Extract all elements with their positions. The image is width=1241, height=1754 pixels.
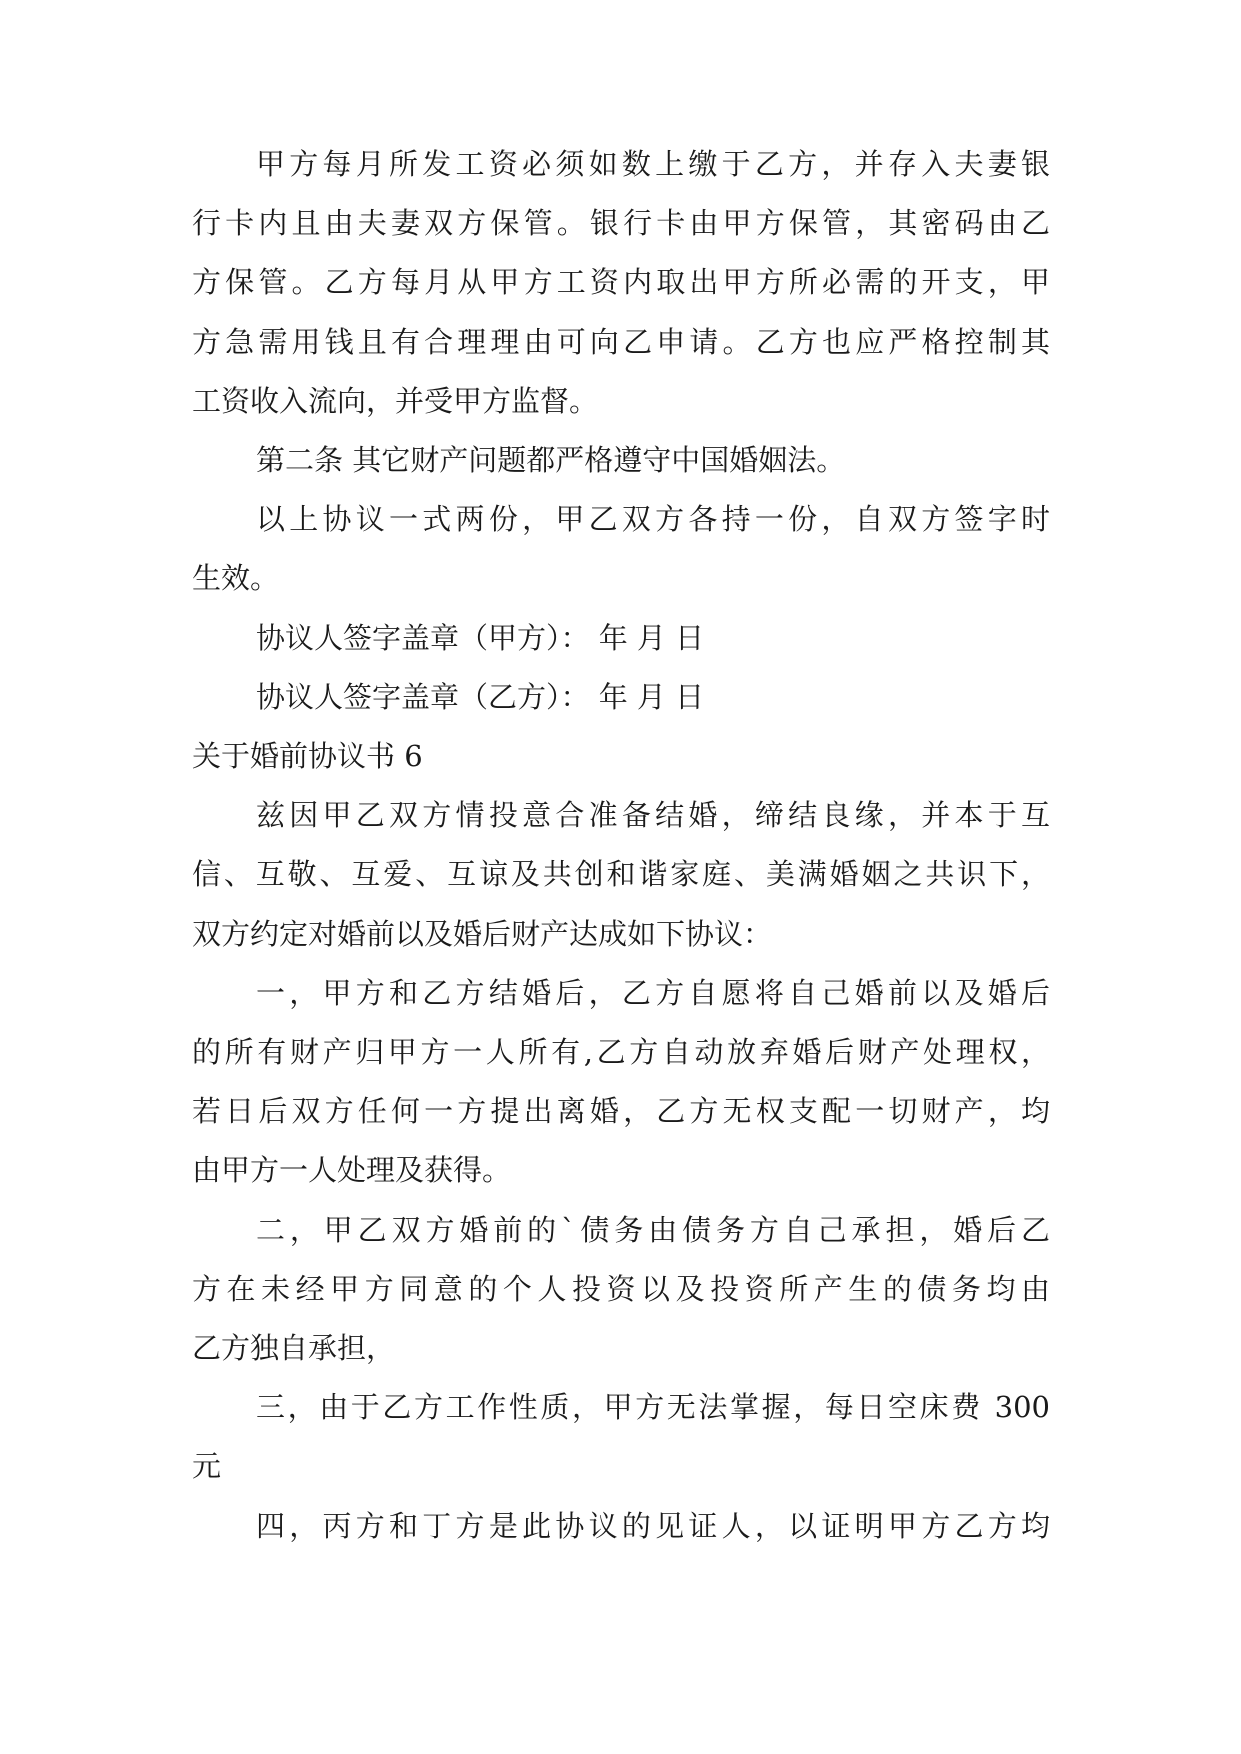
text-line: 工资收入流向，并受甲方监督。 <box>192 383 599 418</box>
text-line: 若日后双方任何一方提出离婚，乙方无权支配一切财产，均 <box>192 1094 1050 1129</box>
text-line: 第二条 其它财产问题都严格遵守中国婚姻法。 <box>256 443 846 477</box>
text-line: 方在未经甲方同意的个人投资以及投资所产生的债务均由 <box>192 1271 1050 1306</box>
text-line: 行卡内且由夫妻双方保管。银行卡由甲方保管，其密码由乙 <box>192 206 1050 241</box>
text-line: 二，甲乙双方婚前的`债务由债务方自己承担，婚后乙 <box>256 1212 1050 1247</box>
text-line: 兹因甲乙双方情投意合准备结婚，缔结良缘，并本于互 <box>256 798 1050 833</box>
text-line: 方保管。乙方每月从甲方工资内取出甲方所必需的开支，甲 <box>192 265 1050 300</box>
text-line: 甲方每月所发工资必须如数上缴于乙方，并存入夫妻银 <box>256 147 1050 181</box>
text-line: 信、互敬、互爱、互谅及共创和谐家庭、美满婚姻之共识下， <box>192 857 1050 892</box>
text-line: 三，由于乙方工作性质，甲方无法掌握，每日空床费 300 <box>256 1390 1050 1425</box>
text-line: 以上协议一式两份，甲乙双方各持一份，自双方签字时 <box>256 502 1050 537</box>
text-line: 方急需用钱且有合理理由可向乙申请。乙方也应严格控制其 <box>192 324 1050 359</box>
text-line: 协议人签字盖章（乙方）： 年 月 日 <box>256 679 705 714</box>
text-line: 生效。 <box>192 561 280 596</box>
text-line: 协议人签字盖章（甲方）： 年 月 日 <box>256 620 705 655</box>
text-line: 乙方独自承担， <box>192 1331 396 1365</box>
text-line: 元 <box>192 1449 222 1484</box>
text-line: 双方约定对婚前以及婚后财产达成如下协议： <box>192 916 773 951</box>
text-line: 四，丙方和丁方是此协议的见证人，以证明甲方乙方均 <box>256 1508 1050 1543</box>
text-line: 关于婚前协议书 6 <box>192 739 423 773</box>
text-line: 由甲方一人处理及获得。 <box>192 1153 512 1188</box>
text-line: 一，甲方和乙方结婚后，乙方自愿将自己婚前以及婚后 <box>256 975 1050 1010</box>
text-line: 的所有财产归甲方一人所有,乙方自动放弃婚后财产处理权， <box>192 1035 1050 1069</box>
